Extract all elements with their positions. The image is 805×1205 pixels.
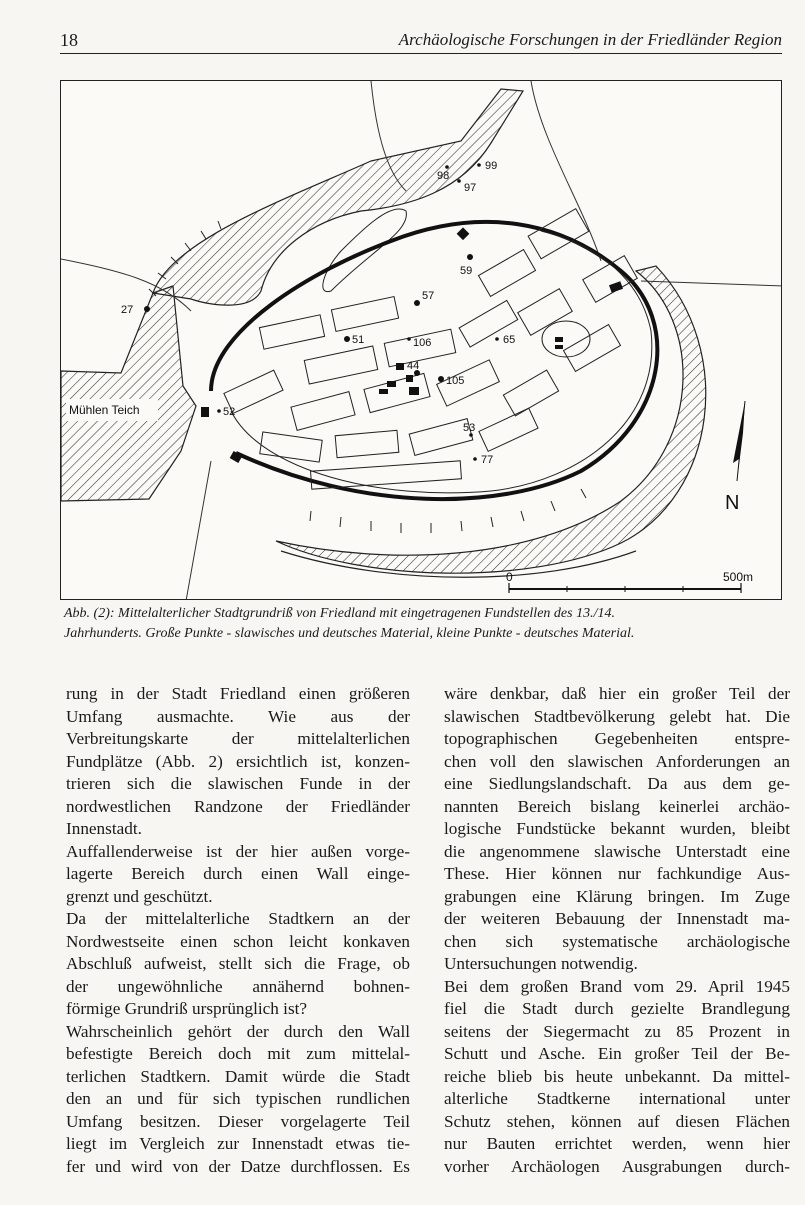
- text-line: grabungen eine Klärung bringen. Im Zuge: [444, 886, 790, 906]
- site-52-label: 52: [223, 406, 236, 418]
- text-line: grenzt und geschützt.: [66, 886, 213, 906]
- text-line: Schutz stehen, können auf diesen Flächen: [444, 1111, 790, 1131]
- text-line: trieren sich die slawischen Funde in der: [66, 774, 410, 793]
- site-98-label: 98: [437, 170, 450, 182]
- site-97-label: 97: [464, 182, 477, 194]
- site-27-label: 27: [121, 304, 134, 316]
- text-line: der weiteren Bebauung der Innenstadt ma-: [444, 909, 790, 928]
- text-line: Wahrscheinlich gehört der durch den Wall: [66, 1021, 410, 1041]
- text-line: Da der mittelalterliche Stadtkern an der: [66, 909, 410, 928]
- scale-start-label: 0: [506, 570, 513, 584]
- text-line: der ungewöhnliche annähernd bohnen-: [66, 976, 410, 996]
- page-header: [60, 26, 782, 52]
- site-51-dot: [344, 336, 350, 342]
- site-77-dot: [473, 457, 477, 461]
- town-plan-map: [61, 81, 782, 600]
- text-line: fer und wird von der Datze durchflossen. Es: [66, 1156, 410, 1176]
- header-rule: [60, 53, 782, 54]
- text-line: rung in der Stadt Friedland einen größeren: [66, 684, 410, 703]
- site-98-dot: [445, 165, 449, 169]
- text-line: die angenommene slawische Unterstadt eine: [444, 841, 790, 861]
- caption-line: Abb. (2): Mittelalterlicher Stadtgrundriß von Friedland mit eingetragenen Fundstellen des 13./14.: [64, 606, 615, 621]
- caption-line: Jahrhunderts. Große Punkte - slawisches und deutsches Material, kleine Punkte - deutsches Material.: [64, 626, 635, 641]
- site-44-label: 44: [407, 360, 420, 372]
- text-line: förmige Grundriß ursprünglich ist?: [66, 999, 308, 1018]
- text-line: Fundplätze (Abb. 2) ersichtlich ist, konzen-: [66, 751, 410, 771]
- text-line: terlichen Stadtkern. Damit würde die Stadt: [66, 1066, 410, 1086]
- text-line: vorher Archäologen Ausgrabungen durch-: [444, 1156, 790, 1176]
- site-99-label: 99: [485, 160, 498, 172]
- text-line: lagerte Bereich durch einen Wall einge-: [66, 864, 410, 883]
- text-line: eine Siedlungslandschaft. Da aus dem ge-: [444, 774, 790, 793]
- north-label: N: [725, 492, 740, 514]
- site-106-label: 106: [413, 337, 432, 349]
- scale-end-label: 500m: [723, 570, 754, 584]
- site-57-label: 57: [422, 290, 435, 302]
- text-column-left: [66, 683, 410, 1178]
- text-line: Innenstadt.: [66, 819, 142, 838]
- site-27-dot: [144, 306, 150, 312]
- text-line: Bei dem großen Brand vom 29. April 1945: [444, 976, 790, 996]
- text-line: Umfang besitzen. Dieser vorgelagerte Teil: [66, 1111, 410, 1131]
- site-57-dot: [414, 300, 420, 306]
- figure-map: [60, 80, 782, 600]
- site-52-dot: [217, 409, 221, 413]
- text-line: fiel die Stadt durch gezielte Brandlegung: [444, 999, 790, 1018]
- site-77-label: 77: [481, 454, 494, 466]
- text-line: Verbreitungskarte der mittelalterlichen: [66, 729, 410, 748]
- text-line: Umfang ausmachte. Wie aus der: [66, 706, 410, 726]
- text-line: nur Bauten errichtet werden, wenn hier: [444, 1134, 790, 1153]
- site-53-label: 53: [463, 422, 476, 434]
- text-line: chen sich systematische archäologische: [444, 931, 790, 951]
- outer-rampart: [276, 266, 706, 573]
- town-wall: [211, 222, 657, 499]
- site-59-label: 59: [460, 265, 473, 277]
- text-line: topographischen Gegebenheiten entspre-: [444, 729, 790, 748]
- text-line: befestigte Bereich doch mit zum mittelal-: [66, 1044, 410, 1063]
- running-title: Archäologische Forschungen in der Friedländer Region: [398, 30, 782, 49]
- page-number: 18: [60, 30, 78, 50]
- text-line: These. Hier können nur fachkundige Aus-: [444, 864, 790, 883]
- text-line: alterliche Stadtkerne international unter: [444, 1089, 790, 1108]
- lake-area: [61, 286, 196, 501]
- text-line: Untersuchungen notwendig.: [444, 954, 638, 973]
- text-line: wäre denkbar, daß hier ein großer Teil der: [444, 684, 790, 703]
- site-51-label: 51: [352, 334, 365, 346]
- figure-caption: [64, 604, 780, 644]
- site-99-dot: [477, 163, 481, 167]
- site-105-dot: [438, 376, 444, 382]
- text-line: Auffallenderweise ist der hier außen vorge-: [66, 841, 410, 861]
- text-line: den an und für sich typischen rundlichen: [66, 1089, 410, 1108]
- site-105-label: 105: [446, 375, 465, 387]
- text-line: slawischen Stadtbevölkerung gelebt hat. Die: [444, 706, 790, 726]
- text-line: nannten Bereich bislang keinerlei archäo-: [444, 796, 790, 816]
- site-106-dot: [407, 337, 411, 341]
- text-line: liegt im Vergleich zur Innenstadt etwas tie-: [66, 1134, 410, 1153]
- site-59-dot: [467, 254, 473, 260]
- text-line: Schutt und Asche. Ein großer Teil der Be-: [444, 1044, 790, 1063]
- site-97-dot: [457, 179, 461, 183]
- text-line: Nordwestseite einen schon leicht konkaven: [66, 931, 410, 951]
- scale-bar: [509, 583, 741, 593]
- text-line: logische Fundstücke bekannt wurden, bleibt: [444, 819, 790, 838]
- road-sw: [186, 461, 211, 600]
- site-65-label: 65: [503, 334, 516, 346]
- text-line: nordwestlichen Randzone der Friedländer: [66, 796, 410, 816]
- site-65-dot: [495, 337, 499, 341]
- lake-label: Mühlen Teich: [69, 403, 140, 417]
- town-wall-inner: [231, 231, 652, 493]
- text-line: Abschluß aufweist, stellt sich die Frage, ob: [66, 954, 410, 973]
- text-line: seitens der Siegermacht zu 85 Prozent in: [444, 1021, 790, 1041]
- text-line: chen voll den slawischen Anforderungen an: [444, 751, 790, 771]
- road-ne: [531, 81, 601, 261]
- text-line: reiche blieb bis heute unbekannt. Da mittel-: [444, 1066, 790, 1086]
- north-arrow-icon: [733, 401, 745, 481]
- text-column-right: [444, 683, 790, 1178]
